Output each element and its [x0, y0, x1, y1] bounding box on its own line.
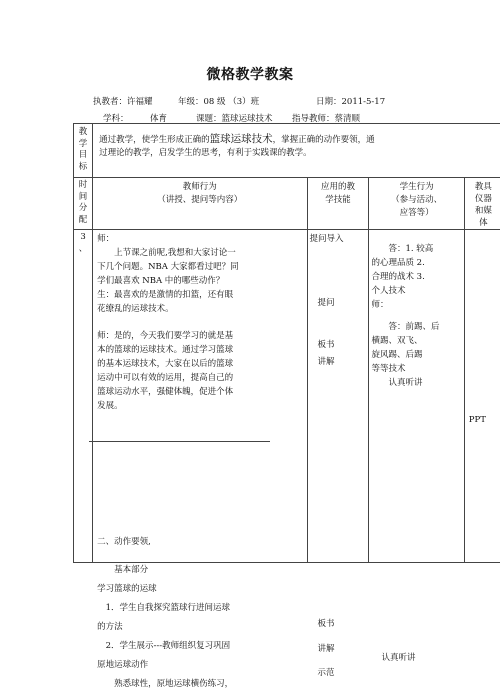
skill-item: 板书	[318, 339, 335, 352]
student-responses: 答：1. 较高 的心理品质 2. 合理的战术 3. 个人技术 师： 答：前踢、后 横踢、双飞、 旋风踢、后踢 等等技术 认真听讲	[371, 242, 439, 390]
time-cell: 3 、	[74, 230, 93, 563]
goal-row	[74, 124, 500, 178]
media-item: PPT	[469, 414, 486, 427]
teacher-dialogue: 师： 上节课之前呢,我想和大家讨论一 下几个问题。NBA 大家都看过吧？同 学们最喜欢 NBA 中的哪些动作？ 生：最喜欢的是激情的扣篮，还有眼 花缭乱的运球技术。 师：是的，今天我们要学习的就是基 本的篮球的运球技术。通过学习篮球 的基本运球技术，大家在以后的篮球 运动中可以有效的运用，提高自己的 篮球运动水平，强健体魄，促进个体 发展。	[97, 232, 302, 413]
skill-item: 示范	[318, 667, 335, 680]
teacher-field: 执教者：许福耀	[93, 95, 153, 107]
skill-item: 提问	[318, 297, 335, 310]
media-cell	[464, 230, 500, 563]
section-heading: 二、动作要领,	[97, 536, 302, 549]
student-behavior-cell	[369, 230, 464, 563]
media-header: 教具 仪器 和媒 体	[464, 178, 500, 230]
skill-item: 讲解	[318, 356, 335, 369]
student-listen: 认真听讲	[381, 652, 415, 665]
topic-field: 课题：篮球运球技术	[196, 112, 273, 124]
student-behavior-header: 学生行为 （参与活动、 应答等）	[369, 178, 464, 230]
advisor-field: 指导教师：蔡清顺	[292, 112, 360, 124]
skill-item: 讲解	[318, 643, 335, 656]
subject-label: 学科：	[103, 112, 129, 124]
teacher-behavior-header: 教师行为 （讲授、提问等内容）	[93, 178, 307, 230]
page-title: 微格教学教案	[0, 64, 500, 84]
teacher-behavior-cell	[93, 230, 307, 563]
time-header: 时 间 分 配	[74, 178, 93, 230]
goal-text: 通过教学，使学生形成正确的篮球运球技术，掌握正确的动作要领，通 过理论的教学，启发学生的思考，有利于实践课的教学。	[93, 124, 500, 178]
lesson-plan-table	[73, 123, 500, 563]
lesson-steps: 基本部分 学习篮球的运球 1．学生自我探究篮球行进间运球 的方法 2．学生展示---教师组织复习巩固 原地运球动作 熟悉球性，原地运球横伤练习，	[97, 561, 302, 694]
date-field: 日期：2011-5-17	[316, 95, 385, 107]
grade-field: 年级：08 级 （3）班	[178, 95, 259, 107]
skills-cell	[307, 230, 369, 563]
header-row	[74, 178, 500, 230]
goal-label: 教 学 目 标	[74, 124, 93, 178]
skill-item: 板书	[318, 618, 335, 631]
skill-item: 提问导入	[310, 233, 344, 246]
section-divider	[89, 441, 270, 442]
skills-header: 应用的教 学技能	[307, 178, 369, 230]
body-row	[74, 230, 500, 563]
subject-value: 体育	[150, 112, 167, 124]
